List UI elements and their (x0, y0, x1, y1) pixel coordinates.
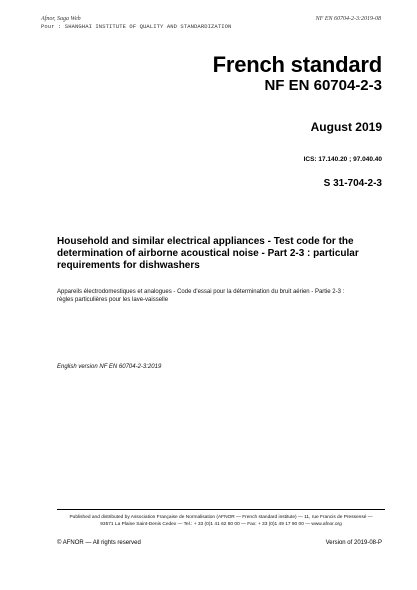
french-title-line: règles particulières pour les lave-vaisselle (57, 297, 169, 303)
document-title-line: requirements for dishwashers (57, 260, 200, 271)
ics-codes: ICS: 17.140.20 ; 97.040.40 (303, 156, 382, 163)
header-source: Afnor, Saga Web (41, 16, 81, 22)
english-version-note: English version NF EN 60704-2-3:2019 (57, 364, 162, 370)
document-title-line: Household and similar electrical appliances - Test code for the (57, 236, 354, 247)
standard-reference: NF EN 60704-2-3 (264, 77, 382, 94)
document-title (57, 236, 387, 272)
header-licensee: Pour : SHANGHAI INSTITUTE OF QUALITY AND STANDARDIZATION (41, 23, 232, 30)
copyright-notice: © AFNOR — All rights reserved (57, 540, 141, 546)
publisher-line: 93571 La Plaine Saint-Denis Cedex — Tel.: + 33 (0)1 41 62 80 00 — Fax: + 33 (0)1 49 17 90 00 — www.afnor.org (100, 522, 342, 527)
classification-number: S 31-704-2-3 (323, 178, 382, 189)
french-title-line: Appareils électrodomestiques et analogues - Code d'essai pour la détermination du bruit aérien - Partie 2-3 : (57, 289, 345, 295)
publisher-line: Published and distributed by Association Française de Normalisation (AFNOR — French standard institute) — 11, rue Francis de Pressensé — (69, 515, 373, 520)
standard-type-heading: French standard (212, 52, 382, 77)
version-label: Version of 2019-08-P (325, 540, 382, 546)
french-title (57, 288, 387, 304)
publication-date: August 2019 (310, 120, 382, 134)
footer-divider (57, 509, 385, 510)
document-title-line: determination of airborne acoustical noise - Part 2-3 : particular (57, 248, 359, 259)
publisher-info (57, 514, 385, 528)
header-document-id: NF EN 60704-2-3:2019-08 (315, 16, 381, 22)
